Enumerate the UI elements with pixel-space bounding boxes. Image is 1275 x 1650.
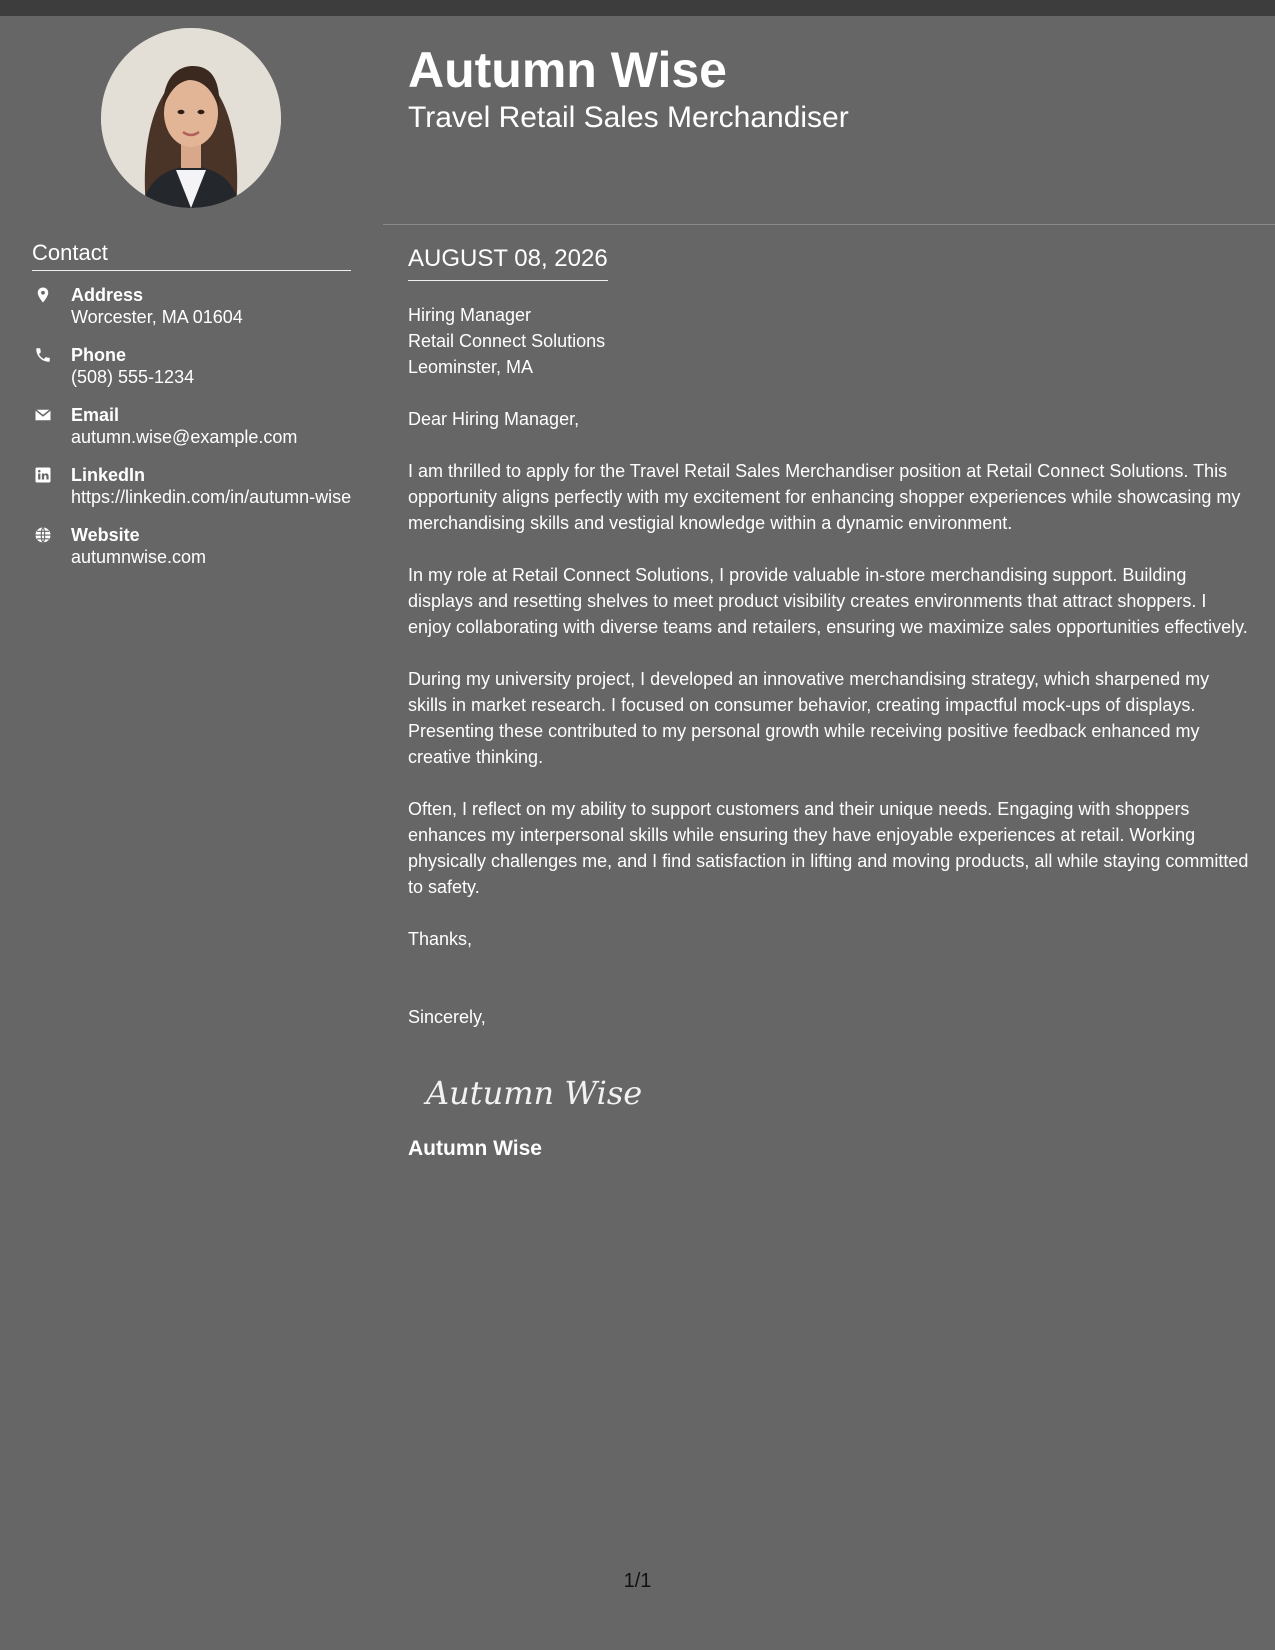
phone-label: Phone — [71, 345, 127, 365]
top-bar — [0, 0, 1275, 16]
linkedin-icon — [34, 466, 52, 484]
profile-photo — [101, 28, 281, 208]
greeting: Dear Hiring Manager, — [408, 409, 580, 429]
contact-address — [32, 284, 352, 329]
map-pin-icon — [34, 286, 52, 304]
recipient-title: Hiring Manager — [408, 305, 532, 325]
closing-line: Sincerely, — [408, 1007, 486, 1027]
signed-name: Autumn Wise — [408, 1137, 542, 1160]
contact-list — [32, 284, 352, 584]
paragraph-2: In my role at Retail Connect Solutions, I provide valuable in-store merchandising support. Building displays and resetting shelves to meet product visibility creates environments that attract shoppers. I enjoy collaborating with diverse teams and retailers, ensuring we maximize sales opportunities effectively. — [408, 565, 1248, 637]
website-value[interactable]: autumnwise.com — [71, 547, 207, 567]
header-divider — [383, 224, 1275, 225]
paragraph-3: During my university project, I developed an innovative merchandising strategy, which sharpened my skills in market research. I focused on consumer behavior, creating impactful mock-ups of displays. Presenting these contributed to my personal growth while receiving positive feedback enhanced my creative thinking. — [408, 669, 1210, 767]
phone-value: (508) 555-1234 — [71, 367, 195, 387]
contact-linkedin — [32, 464, 352, 509]
contact-phone — [32, 344, 352, 389]
contact-website — [32, 524, 352, 569]
email-value: autumn.wise@example.com — [71, 427, 298, 447]
contact-heading: Contact — [32, 240, 351, 271]
linkedin-label: LinkedIn — [71, 465, 146, 485]
letter-body — [408, 302, 1253, 1162]
recipient-company: Retail Connect Solutions — [408, 331, 606, 351]
signature — [422, 1064, 1253, 1118]
sidebar — [0, 16, 383, 1650]
thanks-line: Thanks, — [408, 929, 473, 949]
phone-icon — [34, 346, 52, 364]
paragraph-1: I am thrilled to apply for the Travel Retail Sales Merchandiser position at Retail Connect Solutions. This opportunity aligns perfectly with my excitement for enhancing shopper experiences while showcasing my merchandising skills and vestigial knowledge within a dynamic environment. — [408, 461, 1241, 533]
email-icon — [34, 406, 52, 424]
contact-email — [32, 404, 352, 449]
website-label: Website — [71, 525, 140, 545]
recipient-block — [408, 302, 1253, 380]
linkedin-value[interactable]: https://linkedin.com/in/autumn-wise — [71, 487, 352, 507]
signature-text: Autumn Wise — [426, 1074, 643, 1112]
recipient-location: Leominster, MA — [408, 357, 534, 377]
portrait-image — [101, 28, 281, 208]
page-number: 1/1 — [623, 1570, 652, 1592]
email-label: Email — [71, 405, 120, 425]
address-value: Worcester, MA 01604 — [71, 307, 243, 327]
globe-icon — [34, 526, 52, 544]
address-label: Address — [71, 285, 144, 305]
applicant-name: Autumn Wise — [408, 42, 727, 98]
letter-date: AUGUST 08, 2026 — [408, 244, 608, 281]
header — [408, 40, 1248, 136]
paragraph-4: Often, I reflect on my ability to support customers and their unique needs. Engaging with shoppers enhances my interpersonal skills while ensuring they have enjoyable experiences at retail. Working physically challenges me, and I find satisfaction in lifting and moving products, all while staying committed to safety. — [408, 799, 1249, 897]
job-title: Travel Retail Sales Merchandiser — [408, 101, 849, 134]
